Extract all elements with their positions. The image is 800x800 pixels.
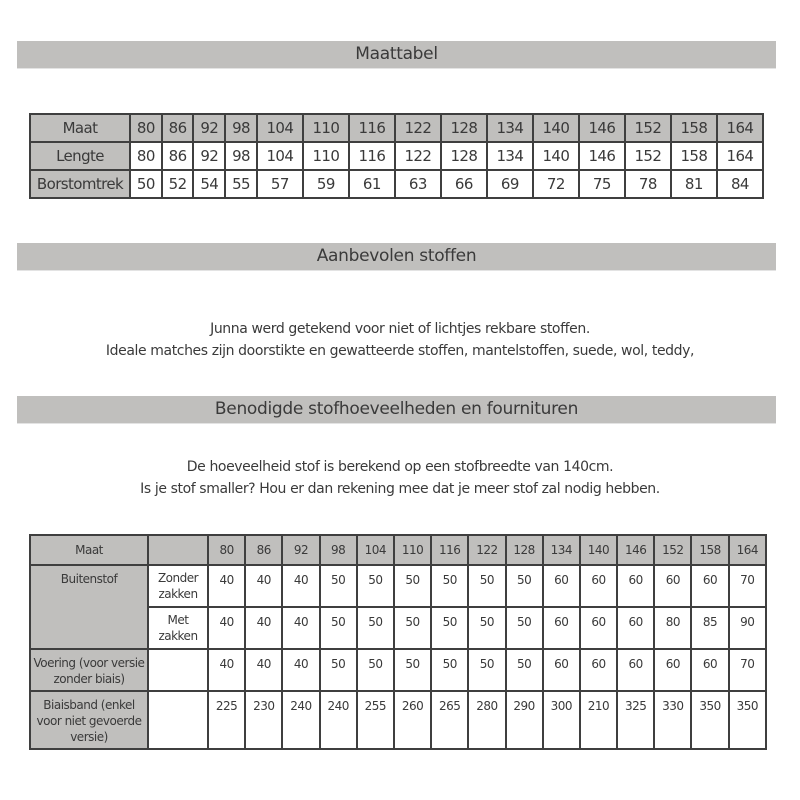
- value-cell: 240: [282, 691, 319, 749]
- value-cell: 40: [282, 565, 319, 607]
- size-header-cell: 134: [543, 535, 580, 565]
- value-cell: 290: [506, 691, 543, 749]
- size-cell: 92: [193, 114, 225, 142]
- value-cell: 240: [320, 691, 357, 749]
- value-cell: 60: [654, 649, 691, 691]
- size-cell: 57: [257, 170, 303, 198]
- size-header-cell: 92: [282, 535, 319, 565]
- size-cell: 110: [303, 114, 349, 142]
- section-header-benodigde: Benodigde stofhoeveelheden en fournituren: [17, 396, 776, 424]
- table-row-buitenstof-zonder: [30, 565, 766, 607]
- value-cell: 50: [394, 607, 431, 649]
- size-header-cell: 158: [691, 535, 728, 565]
- value-cell: 60: [543, 649, 580, 691]
- value-cell: 50: [431, 565, 468, 607]
- value-cell: 50: [431, 649, 468, 691]
- value-cell: 60: [580, 649, 617, 691]
- sublabel-empty: [148, 691, 208, 749]
- size-row-label: Maat: [30, 114, 130, 142]
- size-cell: 158: [671, 114, 717, 142]
- value-cell: 50: [394, 649, 431, 691]
- recommended-line-1: Junna werd getekend voor niet of lichtjes rekbare stoffen.: [210, 321, 590, 337]
- size-row-label: Lengte: [30, 142, 130, 170]
- value-cell: 60: [580, 607, 617, 649]
- value-cell: 350: [729, 691, 766, 749]
- value-cell: 50: [506, 649, 543, 691]
- value-cell: 80: [654, 607, 691, 649]
- size-cell: 110: [303, 142, 349, 170]
- value-cell: 210: [580, 691, 617, 749]
- size-header-cell: 116: [431, 535, 468, 565]
- recommended-text: [0, 318, 800, 362]
- value-cell: 50: [394, 565, 431, 607]
- value-cell: 300: [543, 691, 580, 749]
- size-header-cell: 122: [468, 535, 505, 565]
- size-cell: 66: [441, 170, 487, 198]
- size-cell: 146: [579, 142, 625, 170]
- value-cell: 50: [357, 649, 394, 691]
- value-cell: 40: [245, 565, 282, 607]
- value-cell: 40: [208, 565, 245, 607]
- size-cell: 98: [225, 114, 257, 142]
- size-cell: 69: [487, 170, 533, 198]
- value-cell: 50: [320, 565, 357, 607]
- value-cell: 60: [543, 607, 580, 649]
- value-cell: 50: [468, 565, 505, 607]
- value-cell: 60: [543, 565, 580, 607]
- size-header-cell: 146: [617, 535, 654, 565]
- value-cell: 325: [617, 691, 654, 749]
- size-cell: 50: [130, 170, 162, 198]
- size-cell: 75: [579, 170, 625, 198]
- size-row-0: [30, 114, 763, 142]
- size-cell: 146: [579, 114, 625, 142]
- size-cell: 78: [625, 170, 671, 198]
- value-cell: 60: [617, 607, 654, 649]
- size-header-cell: 140: [580, 535, 617, 565]
- value-cell: 90: [729, 607, 766, 649]
- value-cell: 50: [506, 607, 543, 649]
- header-empty: [148, 535, 208, 565]
- sublabel-zonder-zakken: Zonder zakken: [148, 565, 208, 607]
- value-cell: 50: [468, 649, 505, 691]
- size-cell: 54: [193, 170, 225, 198]
- size-chart-table: [29, 113, 764, 199]
- value-cell: 85: [691, 607, 728, 649]
- value-cell: 280: [468, 691, 505, 749]
- value-cell: 40: [282, 649, 319, 691]
- value-cell: 60: [617, 565, 654, 607]
- row-label-voering: Voering (voor versie zonder biais): [30, 649, 148, 691]
- size-cell: 128: [441, 114, 487, 142]
- size-cell: 134: [487, 114, 533, 142]
- size-cell: 59: [303, 170, 349, 198]
- size-cell: 140: [533, 114, 579, 142]
- requirements-line-2: Is je stof smaller? Hou er dan rekening mee dat je meer stof zal nodig hebben.: [140, 481, 660, 497]
- value-cell: 50: [468, 607, 505, 649]
- size-row-2: [30, 170, 763, 198]
- size-cell: 72: [533, 170, 579, 198]
- size-cell: 128: [441, 142, 487, 170]
- size-cell: 152: [625, 114, 671, 142]
- size-cell: 164: [717, 142, 763, 170]
- fabric-requirements-table: [29, 534, 767, 750]
- value-cell: 255: [357, 691, 394, 749]
- section-header-aanbevolen-stoffen: Aanbevolen stoffen: [17, 243, 776, 271]
- value-cell: 225: [208, 691, 245, 749]
- size-header-cell: 86: [245, 535, 282, 565]
- size-header-cell: 104: [357, 535, 394, 565]
- size-header-cell: 152: [654, 535, 691, 565]
- size-header-cell: 128: [506, 535, 543, 565]
- value-cell: 260: [394, 691, 431, 749]
- size-cell: 86: [162, 142, 194, 170]
- size-cell: 140: [533, 142, 579, 170]
- size-row-label: Borstomtrek: [30, 170, 130, 198]
- requirements-text: [0, 456, 800, 500]
- value-cell: 265: [431, 691, 468, 749]
- value-cell: 40: [208, 607, 245, 649]
- value-cell: 50: [506, 565, 543, 607]
- size-header-cell: 98: [320, 535, 357, 565]
- value-cell: 50: [357, 607, 394, 649]
- table-row-voering: [30, 649, 766, 691]
- size-cell: 122: [395, 114, 441, 142]
- size-cell: 98: [225, 142, 257, 170]
- size-cell: 86: [162, 114, 194, 142]
- value-cell: 230: [245, 691, 282, 749]
- size-row-1: [30, 142, 763, 170]
- row-label-biaisband: Biaisband (enkel voor niet gevoerde versie): [30, 691, 148, 749]
- size-cell: 104: [257, 142, 303, 170]
- size-cell: 104: [257, 114, 303, 142]
- recommended-line-2: Ideale matches zijn doorstikte en gewatteerde stoffen, mantelstoffen, suede, wol, teddy,: [105, 343, 695, 359]
- table-header-row: [30, 535, 766, 565]
- size-header-cell: 164: [729, 535, 766, 565]
- value-cell: 40: [208, 649, 245, 691]
- size-cell: 134: [487, 142, 533, 170]
- header-maat: Maat: [30, 535, 148, 565]
- sublabel-empty: [148, 649, 208, 691]
- value-cell: 40: [245, 649, 282, 691]
- value-cell: 40: [245, 607, 282, 649]
- value-cell: 60: [691, 649, 728, 691]
- size-cell: 92: [193, 142, 225, 170]
- size-cell: 122: [395, 142, 441, 170]
- sublabel-met-zakken: Met zakken: [148, 607, 208, 649]
- table-row-biaisband: [30, 691, 766, 749]
- size-header-cell: 80: [208, 535, 245, 565]
- value-cell: 60: [580, 565, 617, 607]
- size-cell: 116: [349, 142, 395, 170]
- value-cell: 60: [617, 649, 654, 691]
- value-cell: 50: [320, 649, 357, 691]
- size-cell: 55: [225, 170, 257, 198]
- value-cell: 350: [691, 691, 728, 749]
- requirements-line-1: De hoeveelheid stof is berekend op een stofbreedte van 140cm.: [186, 459, 614, 475]
- value-cell: 70: [729, 565, 766, 607]
- size-cell: 80: [130, 114, 162, 142]
- size-cell: 61: [349, 170, 395, 198]
- size-cell: 81: [671, 170, 717, 198]
- size-cell: 52: [162, 170, 194, 198]
- section-header-maattabel: Maattabel: [17, 41, 776, 69]
- value-cell: 330: [654, 691, 691, 749]
- size-cell: 158: [671, 142, 717, 170]
- size-header-cell: 110: [394, 535, 431, 565]
- size-cell: 164: [717, 114, 763, 142]
- value-cell: 40: [282, 607, 319, 649]
- size-cell: 84: [717, 170, 763, 198]
- value-cell: 50: [431, 607, 468, 649]
- value-cell: 70: [729, 649, 766, 691]
- value-cell: 50: [320, 607, 357, 649]
- value-cell: 60: [691, 565, 728, 607]
- value-cell: 60: [654, 565, 691, 607]
- size-cell: 63: [395, 170, 441, 198]
- value-cell: 50: [357, 565, 394, 607]
- size-cell: 80: [130, 142, 162, 170]
- size-cell: 116: [349, 114, 395, 142]
- row-label-buitenstof: Buitenstof: [30, 565, 148, 649]
- size-cell: 152: [625, 142, 671, 170]
